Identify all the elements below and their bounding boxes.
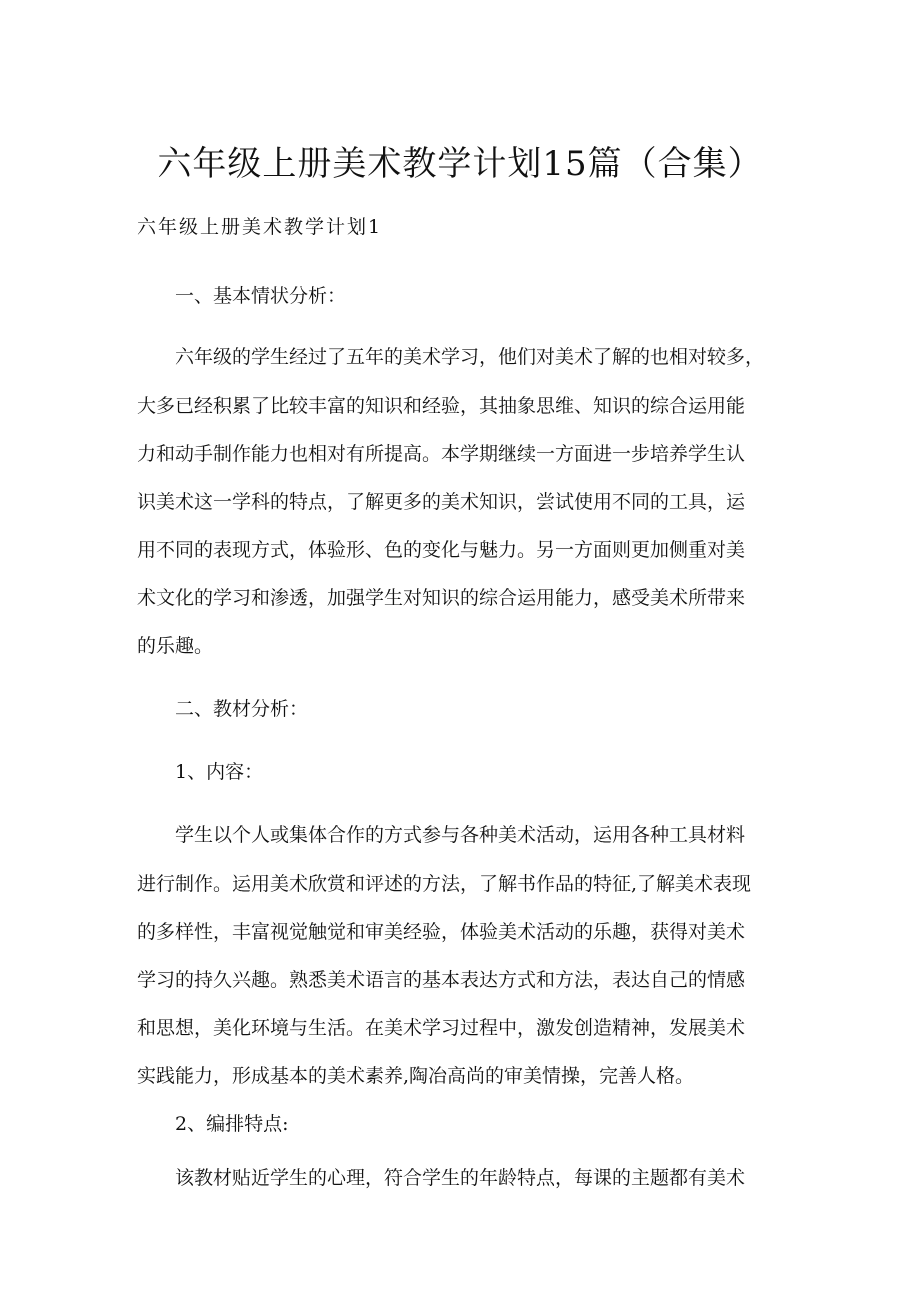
subsection-1-heading: 1、内容： [175, 761, 264, 783]
document-subtitle: 六年级上册美术教学计划1 [137, 216, 383, 238]
section-2-heading: 二、教材分析： [175, 698, 309, 720]
paragraph-line: 的多样性，丰富视觉触觉和审美经验，体验美术活动的乐趣，获得对美术 [137, 921, 746, 943]
paragraph-line: 进行制作。运用美术欣赏和评述的方法，了解书作品的特征,了解美术表现 [137, 873, 752, 895]
section-1-heading: 一、基本情状分析： [175, 285, 347, 307]
paragraph-line: 的乐趣。 [137, 635, 214, 657]
subsection-2-heading: 2、编排特点: [175, 1113, 289, 1135]
paragraph-line: 术文化的学习和渗透，加强学生对知识的综合运用能力，感受美术所带来 [137, 587, 746, 609]
paragraph-line: 学习的持久兴趣。熟悉美术语言的基本表达方式和方法，表达自己的情感 [137, 969, 746, 991]
paragraph-line: 实践能力，形成基本的美术素养,陶冶高尚的审美情操，完善人格。 [137, 1065, 695, 1087]
paragraph-line: 大多已经积累了比较丰富的知识和经验，其抽象思维、知识的综合运用能 [137, 395, 746, 417]
paragraph-line: 六年级的学生经过了五年的美术学习，他们对美术了解的也相对较多， [175, 346, 765, 368]
paragraph-line: 该教材贴近学生的心理，符合学生的年龄特点，每课的主题都有美术 [175, 1167, 746, 1189]
document-title: 六年级上册美术教学计划15篇（合集） [157, 144, 763, 184]
paragraph-line: 力和动手制作能力也相对有所提高。本学期继续一方面进一步培养学生认 [137, 443, 746, 465]
paragraph-line: 用不同的表现方式，体验形、色的变化与魅力。另一方面则更加侧重对美 [137, 539, 746, 561]
paragraph-line: 学生以个人或集体合作的方式参与各种美术活动，运用各种工具材料 [175, 824, 746, 846]
paragraph-line: 识美术这一学科的特点，了解更多的美术知识，尝试使用不同的工具，运 [137, 491, 746, 513]
paragraph-line: 和思想，美化环境与生活。在美术学习过程中，激发创造精神，发展美术 [137, 1017, 746, 1039]
